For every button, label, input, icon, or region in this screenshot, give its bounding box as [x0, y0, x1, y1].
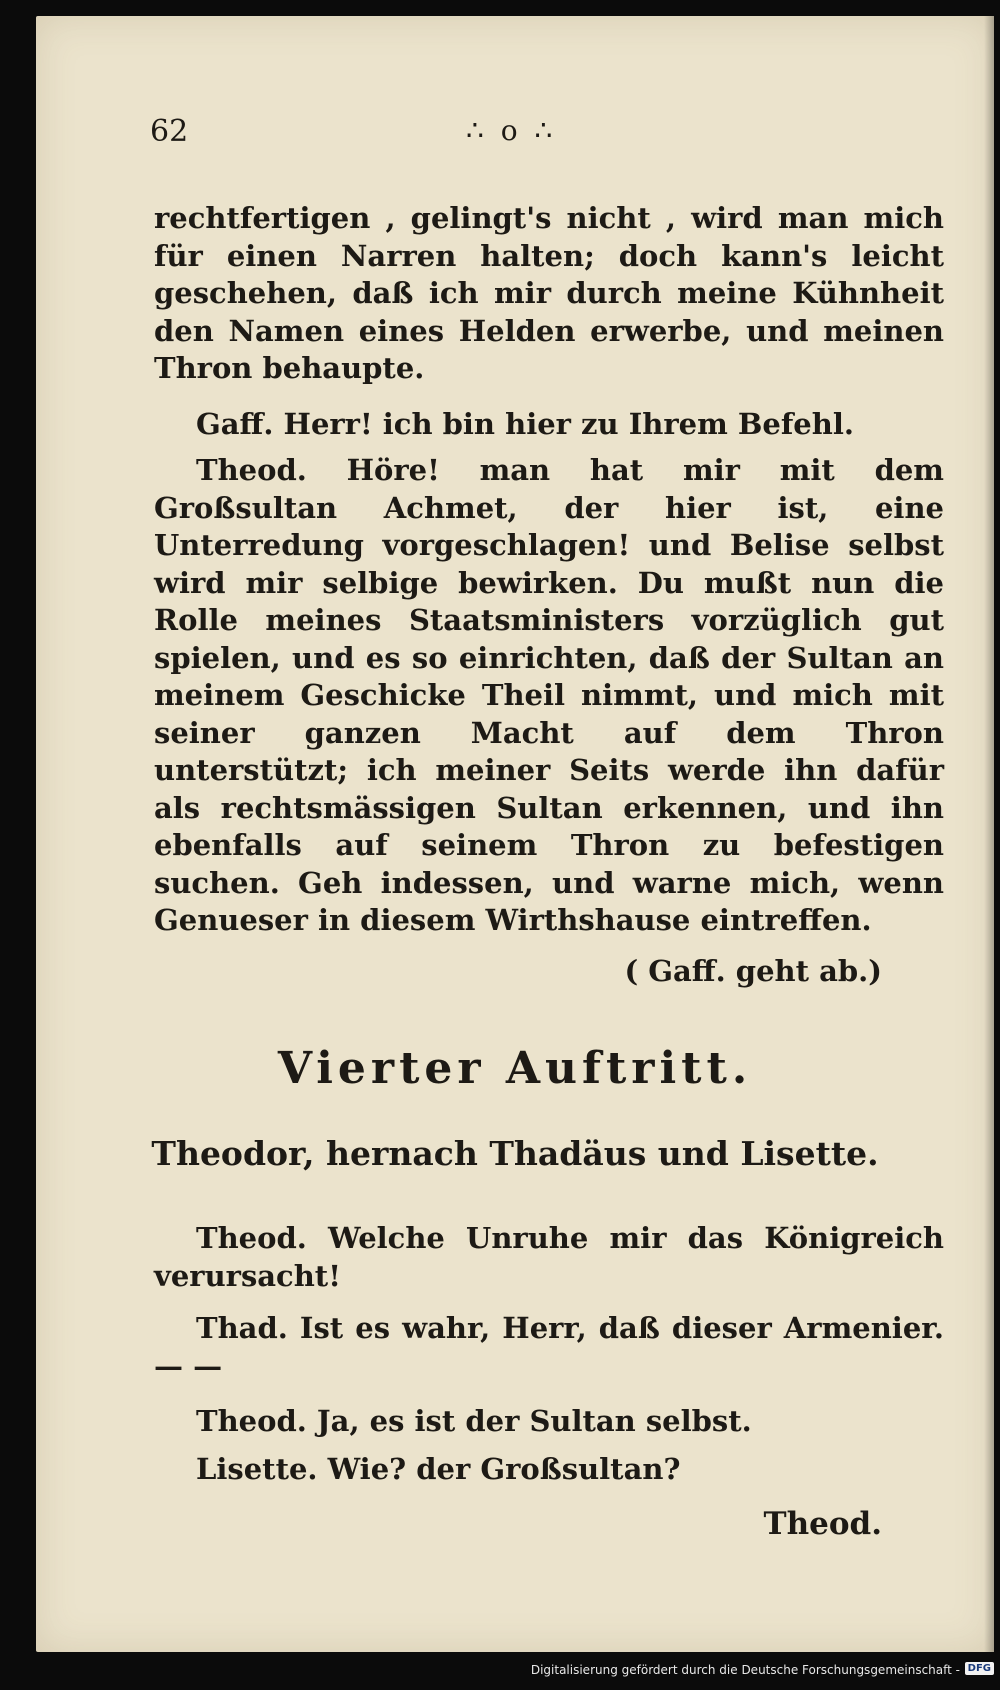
page-number: 62 [150, 114, 189, 149]
paragraph-continuation [154, 200, 944, 388]
dfg-logo: DFG [965, 1662, 994, 1675]
digitization-footer [0, 1654, 1000, 1690]
dialogue-line [154, 1403, 944, 1441]
footer-credit: Digitalisierung gefördert durch die Deutsche Forschungsgemeinschaft - [530, 1663, 960, 1677]
speech-gaff [154, 406, 944, 444]
speech-text: Lisette. Wie? der Großsultan? [196, 1452, 681, 1486]
dialogue-line [154, 1220, 944, 1295]
speech-text: Theod. Ja, es ist der Sultan selbst. [196, 1404, 752, 1438]
running-head [36, 114, 994, 154]
speech-text: Thad. Ist es wahr, Herr, daß dieser Armenier. — — [154, 1311, 944, 1383]
speech-text: Theod. Welche Unruhe mir das Königreich verursacht! [154, 1221, 944, 1293]
paragraph-text: rechtfertigen , gelingt's nicht , wird man mich für einen Narren halten; doch kann's leicht geschehen, daß ich mir durch meine Kühnheit den Namen eines Helden erwerbe, und meinen Thron behaupte. [154, 201, 944, 385]
stage-direction: ( Gaff. geht ab.) [624, 954, 882, 988]
speech-text: Gaff. Herr! ich bin hier zu Ihrem Befehl. [196, 407, 854, 441]
speech-theod [154, 452, 944, 940]
page-spine-shadow [984, 16, 994, 1652]
speech-text: Theod. Höre! man hat mir mit dem Großsultan Achmet, der hier ist, eine Unterredung vorgeschlagen! und Belise selbst wird mir selbige bewirken. Du mußt nun die Rolle meines Staatsministers vorzüglich gut spielen, und es so einrichten, daß der Sultan an meinem Geschicke Theil nimmt, und mich mit seiner ganzen Macht auf dem Thron unterstützt; ich meiner Seits werde ihn dafür als rechtsmässigen Sultan erkennen, und ihn ebenfalls auf seinem Thron zu befestigen suchen. Geh indessen, und warne mich, wenn Genueser in diesem Wirthshause eintreffen. [154, 453, 944, 937]
dialogue-line [154, 1451, 944, 1489]
dialogue-line [154, 1310, 944, 1385]
catchword: Theod. [763, 1506, 882, 1542]
header-ornament: ∴ o ∴ [466, 114, 557, 147]
book-page [36, 16, 994, 1652]
scene-characters: Theodor, hernach Thadäus und Lisette. [151, 1134, 879, 1173]
scene-title: Vierter Auftritt. [277, 1043, 753, 1094]
